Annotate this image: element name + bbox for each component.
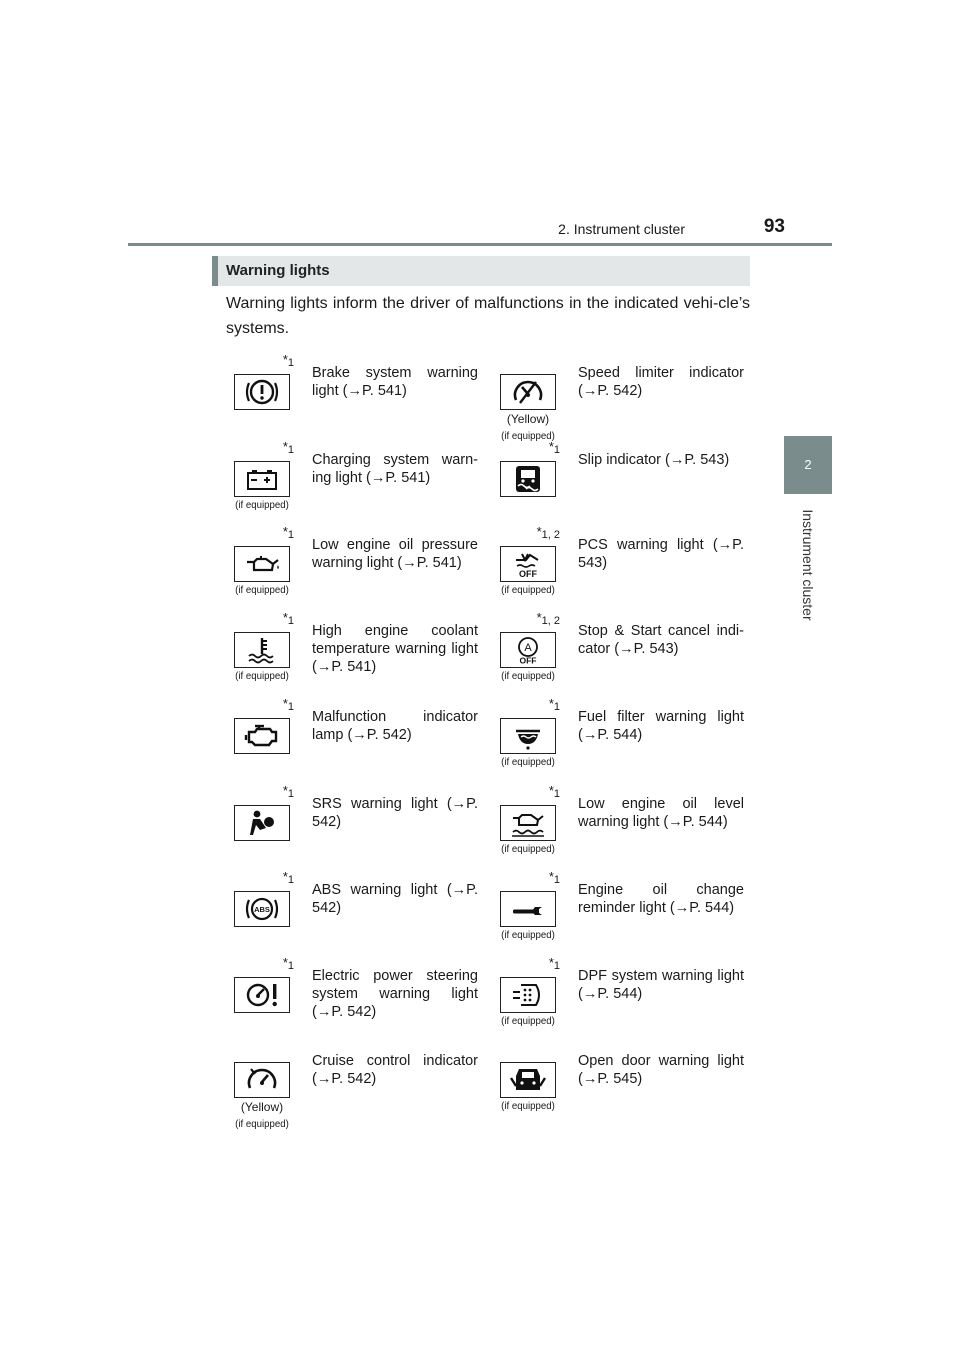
warning-light-entry xyxy=(226,608,482,694)
section-header: 2. Instrument cluster xyxy=(558,221,685,237)
indicator-description: Low engine oil pressure warning light (→P. 541) xyxy=(312,537,478,571)
table-row xyxy=(226,437,756,523)
footnote-star: * xyxy=(536,524,542,539)
footnote-star: * xyxy=(282,524,288,539)
footnote-number: 1 xyxy=(287,357,294,369)
warning-light-entry xyxy=(226,867,482,953)
footnote-marker xyxy=(254,869,294,886)
table-row xyxy=(226,1038,756,1130)
indicator-description: Speed limiter indicator (→P. 542) xyxy=(578,365,744,399)
footnote-number: 1 xyxy=(553,874,560,886)
section-marker xyxy=(212,256,218,286)
indicator-description: High engine coolant temperature warning light (→P. 541) xyxy=(312,623,478,675)
indicator-description: Stop & Start cancel indi-cator (→P. 543) xyxy=(578,623,744,657)
footnote-number: 1 xyxy=(553,701,560,713)
indicator-description: Fuel filter warning light (→P. 544) xyxy=(578,709,744,743)
power-steering-icon xyxy=(242,981,282,1009)
footnote-marker xyxy=(520,524,560,541)
table-row xyxy=(226,608,756,694)
indicator-symbol-box xyxy=(234,632,290,668)
footnote-marker xyxy=(254,955,294,972)
footnote-number: 1 xyxy=(553,444,560,456)
footnote-star: * xyxy=(282,955,288,970)
indicator-symbol-box xyxy=(500,1062,556,1098)
footnote-marker xyxy=(254,439,294,456)
indicator-symbol-box xyxy=(500,546,556,582)
footnote-number: 1 xyxy=(553,960,560,972)
footnote-number: 1 xyxy=(287,701,294,713)
footnote-number: 1 xyxy=(287,960,294,972)
indicator-description: PCS warning light (→P. 543) xyxy=(578,537,744,571)
warning-light-entry xyxy=(226,1038,482,1130)
indicator-note: (Yellow) xyxy=(506,412,550,426)
chapter-side-label xyxy=(784,500,832,630)
footnote-number: 1 xyxy=(287,529,294,541)
speed-limiter-icon xyxy=(508,378,548,406)
indicator-note: (if equipped) xyxy=(501,1100,555,1112)
indicator-symbol-box xyxy=(500,632,556,668)
footnote-marker xyxy=(520,439,560,456)
svg-text:OFF: OFF xyxy=(519,655,537,664)
brake-warning-icon xyxy=(242,378,282,406)
indicator-note: (if equipped) xyxy=(235,670,289,682)
indicator-note: (if equipped) xyxy=(501,929,555,941)
warning-light-entry xyxy=(226,350,482,436)
footnote-number: 1 xyxy=(287,874,294,886)
warning-light-entry xyxy=(492,350,748,442)
indicator-symbol-box xyxy=(234,461,290,497)
table-row xyxy=(226,694,756,780)
pcs-off-icon xyxy=(508,550,548,578)
indicator-symbol-box xyxy=(500,374,556,410)
dpf-icon xyxy=(508,981,548,1009)
footnote-marker xyxy=(520,869,560,886)
table-row xyxy=(226,781,756,867)
warning-light-entry xyxy=(226,953,482,1039)
warning-light-entry xyxy=(226,522,482,608)
footnote-marker xyxy=(254,610,294,627)
indicator-note-equipped: (if equipped) xyxy=(235,1118,289,1130)
table-row xyxy=(226,522,756,608)
indicator-description: Electric power steering system warning light (→P. 542) xyxy=(312,968,478,1020)
footnote-star: * xyxy=(548,955,554,970)
table-row xyxy=(226,867,756,953)
footnote-star: * xyxy=(536,610,542,625)
warning-light-entry xyxy=(226,694,482,780)
footnote-number: 1, 2 xyxy=(541,529,560,541)
footnote-star: * xyxy=(548,696,554,711)
footnote-marker xyxy=(520,696,560,713)
table-row xyxy=(226,350,756,442)
footnote-star: * xyxy=(548,783,554,798)
abs-icon xyxy=(242,895,282,923)
footnote-star: * xyxy=(282,696,288,711)
footnote-marker xyxy=(520,610,560,627)
footnote-marker xyxy=(254,352,294,369)
footnote-star: * xyxy=(548,439,554,454)
indicator-description: ABS warning light (→P. 542) xyxy=(312,882,478,916)
footnote-marker xyxy=(520,955,560,972)
indicator-symbol-box xyxy=(500,461,556,497)
warning-light-entry xyxy=(492,694,748,780)
slip-indicator-icon xyxy=(508,465,548,493)
indicator-description: Brake system warning light (→P. 541) xyxy=(312,365,478,399)
footnote-star: * xyxy=(282,352,288,367)
indicator-note: (if equipped) xyxy=(501,756,555,768)
wrench-icon xyxy=(508,895,548,923)
indicator-symbol-box xyxy=(234,1062,290,1098)
indicator-note: (if equipped) xyxy=(235,584,289,596)
svg-text:OFF: OFF xyxy=(519,569,537,578)
footnote-marker xyxy=(520,783,560,800)
footnote-number: 1 xyxy=(553,788,560,800)
indicator-note: (if equipped) xyxy=(501,670,555,682)
open-door-icon xyxy=(508,1066,548,1094)
chapter-title: Instrument cluster xyxy=(800,509,816,621)
indicator-note-equipped: (if equipped) xyxy=(501,430,555,442)
indicator-description: Charging system warn-ing light (→P. 541) xyxy=(312,452,478,486)
footnote-number: 1 xyxy=(287,444,294,456)
footnote-star: * xyxy=(282,439,288,454)
svg-text:A: A xyxy=(524,642,532,654)
svg-text:ABS: ABS xyxy=(254,905,270,914)
footnote-star: * xyxy=(282,610,288,625)
indicator-description: Low engine oil level warning light (→P. 544) xyxy=(578,796,744,830)
indicator-symbol-box xyxy=(500,805,556,841)
indicator-note: (if equipped) xyxy=(501,584,555,596)
indicator-description: Slip indicator (→P. 543) xyxy=(578,452,730,468)
warning-light-entry xyxy=(492,522,748,608)
footnote-star: * xyxy=(548,869,554,884)
cruise-control-icon xyxy=(242,1066,282,1094)
indicator-description: DPF system warning light (→P. 544) xyxy=(578,968,744,1002)
indicator-symbol-box xyxy=(234,546,290,582)
indicator-symbol-box xyxy=(234,374,290,410)
indicator-description: Engine oil change reminder light (→P. 544) xyxy=(578,882,744,916)
footnote-number: 1, 2 xyxy=(541,615,560,627)
header-rule xyxy=(128,243,832,246)
indicator-note: (if equipped) xyxy=(235,499,289,511)
footnote-marker xyxy=(254,524,294,541)
footnote-marker xyxy=(254,696,294,713)
footnote-number: 1 xyxy=(287,615,294,627)
footnote-star: * xyxy=(282,783,288,798)
battery-icon xyxy=(242,465,282,493)
coolant-temp-icon xyxy=(242,636,282,664)
oil-pressure-icon xyxy=(242,550,282,578)
page-number: 93 xyxy=(763,216,785,237)
warning-light-entry xyxy=(492,1038,748,1124)
warning-light-entry xyxy=(492,781,748,867)
warning-light-entry xyxy=(492,953,748,1039)
indicator-note: (Yellow) xyxy=(240,1100,284,1114)
indicator-note: (if equipped) xyxy=(501,843,555,855)
indicator-symbol-box xyxy=(234,718,290,754)
warning-light-entry xyxy=(226,437,482,523)
srs-airbag-icon xyxy=(242,809,282,837)
warning-light-entry xyxy=(492,437,748,523)
indicator-note: (if equipped) xyxy=(501,1015,555,1027)
indicator-description: Open door warning light (→P. 545) xyxy=(578,1053,744,1087)
intro-text: Warning lights inform the driver of malfunctions in the indicated vehi-cle’s systems. xyxy=(226,295,750,337)
indicator-symbol-box xyxy=(500,977,556,1013)
indicator-symbol-box xyxy=(234,977,290,1013)
footnote-star: * xyxy=(282,869,288,884)
warning-light-entry xyxy=(226,781,482,867)
table-row xyxy=(226,953,756,1039)
indicator-symbol-box xyxy=(234,805,290,841)
chapter-tab: 2 xyxy=(784,436,832,494)
check-engine-icon xyxy=(242,722,282,750)
stop-start-off-icon xyxy=(508,636,548,664)
warning-light-entry xyxy=(492,608,748,694)
indicator-symbol-box xyxy=(500,718,556,754)
section-title: Warning lights xyxy=(226,262,330,279)
fuel-filter-icon xyxy=(508,722,548,750)
oil-level-icon xyxy=(508,809,548,837)
indicator-description: Cruise control indicator (→P. 542) xyxy=(312,1053,478,1087)
footnote-number: 1 xyxy=(287,788,294,800)
indicator-description: SRS warning light (→P. 542) xyxy=(312,796,478,830)
footnote-marker xyxy=(254,783,294,800)
indicator-symbol-box xyxy=(234,891,290,927)
warning-light-entry xyxy=(492,867,748,953)
indicator-symbol-box xyxy=(500,891,556,927)
indicator-description: Malfunction indicator lamp (→P. 542) xyxy=(312,709,478,743)
